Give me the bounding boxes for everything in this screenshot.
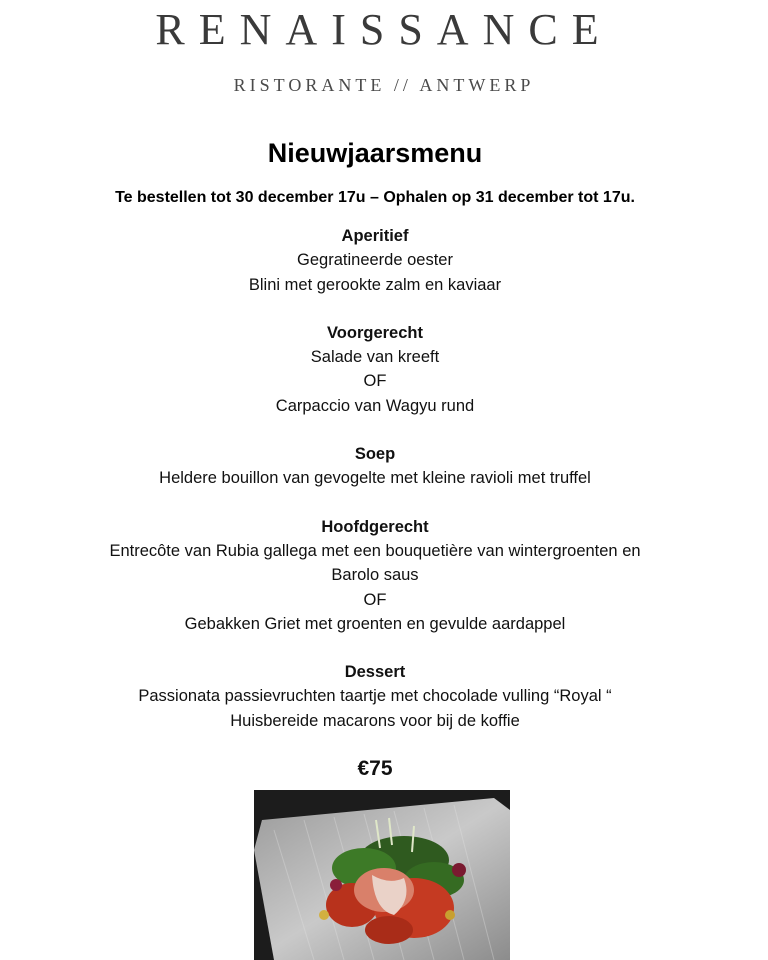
course-line: Heldere bouillon van gevogelte met kleine ravioli met truffel xyxy=(159,469,591,488)
dish-photo xyxy=(254,790,510,960)
course-line: OF xyxy=(363,590,387,609)
course-line: Entrecôte van Rubia gallega met een bouquetière van wintergroenten en xyxy=(109,541,641,560)
course-line: Gebakken Griet met groenten en gevulde aardappel xyxy=(184,614,566,633)
course-dessert xyxy=(0,660,750,733)
order-note: Te bestellen tot 30 december 17u – Ophalen op 31 december tot 17u. xyxy=(115,189,635,206)
course-title: Voorgerecht xyxy=(327,323,423,342)
course-voorgerecht xyxy=(0,321,750,418)
menu-price: €75 xyxy=(357,757,393,780)
course-hoofdgerecht xyxy=(0,515,750,636)
menu-title: Nieuwjaarsmenu xyxy=(267,138,483,168)
course-title: Hoofdgerecht xyxy=(321,517,429,536)
brand-logo: RENAISSANCE xyxy=(155,5,613,54)
course-aperitief xyxy=(0,224,750,297)
course-line: Huisbereide macarons voor bij de koffie xyxy=(230,711,520,730)
course-title: Soep xyxy=(354,445,396,464)
course-title: Aperitief xyxy=(341,227,409,245)
course-line: OF xyxy=(363,372,387,391)
course-title: Dessert xyxy=(344,663,406,682)
course-line: Salade van kreeft xyxy=(310,348,440,367)
course-line: Gegratineerde oester xyxy=(297,251,453,270)
lobster-salad-image xyxy=(254,790,510,960)
course-line: Blini met gerookte zalm en kaviaar xyxy=(248,275,502,294)
course-line: Carpaccio van Wagyu rund xyxy=(275,396,475,415)
course-line: Barolo saus xyxy=(331,566,419,585)
course-line: Passionata passievruchten taartje met chocolade vulling “Royal “ xyxy=(138,687,612,706)
menu-courses xyxy=(0,224,750,757)
course-soep xyxy=(0,442,750,491)
brand-subtitle: RISTORANTE // ANTWERP xyxy=(233,75,535,95)
